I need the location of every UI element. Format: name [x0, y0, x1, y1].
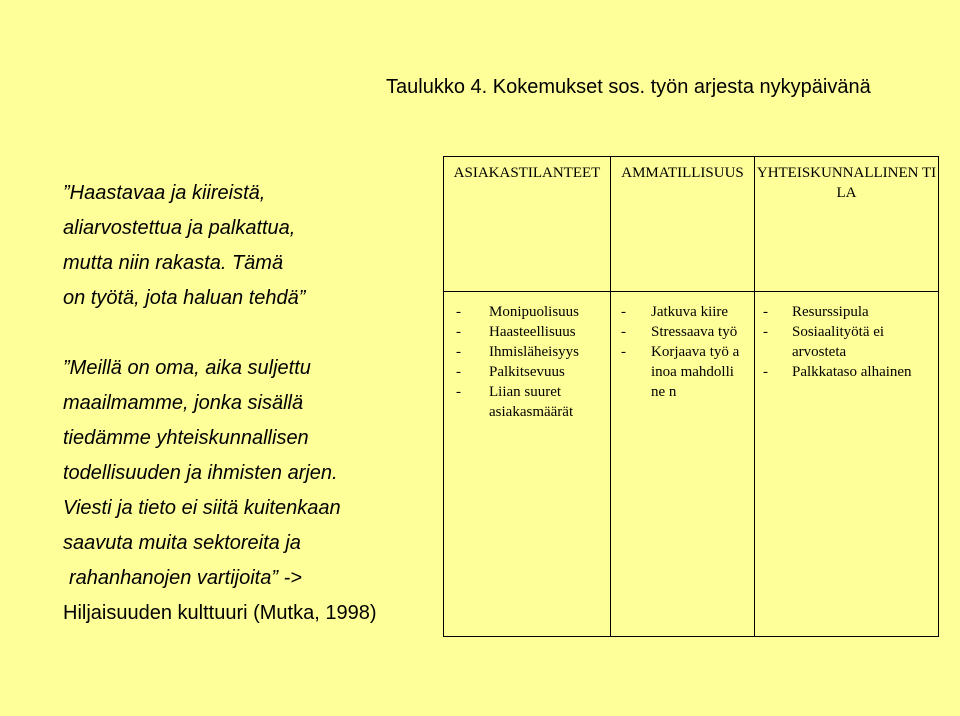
list-ammatillisuus	[611, 292, 754, 402]
quote2-line: Viesti ja tieto ei siitä kuitenkaan	[63, 497, 341, 519]
quote1-line: ”Haastavaa ja kiireistä,	[63, 182, 266, 204]
list-item	[611, 322, 754, 342]
list-item: - Resurssipula	[755, 302, 938, 322]
cell-ammatillisuus	[611, 292, 755, 637]
quote2-line: rahanhanojen vartijoita” ->	[69, 567, 302, 589]
list-item: - Ihmisläheisyys	[444, 342, 610, 362]
list-item-text: Stressaava työ	[651, 324, 738, 340]
source-citation: Hiljaisuuden kulttuuri (Mutka, 1998)	[63, 602, 377, 624]
header-asiakastilanteet: ASIAKASTILANTEET	[444, 157, 611, 292]
quote-text-block	[63, 176, 443, 631]
header-yhteiskunnallinen-tila: YHTEISKUNNALLINEN TILA	[755, 157, 939, 292]
list-item: - Sosiaalityötä ei arvosteta	[755, 322, 938, 362]
header-ammatillisuus: AMMATILLISUUS	[611, 157, 755, 292]
quote2-line: saavuta muita sektoreita ja	[63, 532, 301, 554]
spacer	[63, 316, 443, 351]
quote2-line: tiedämme yhteiskunnallisen	[63, 427, 309, 449]
list-item: - Palkitsevuus	[444, 362, 610, 382]
list-item: - Liian suuret asiakasmäärät	[444, 382, 610, 422]
list-yhteiskunnallinen-tila	[755, 292, 938, 382]
list-item	[611, 342, 754, 402]
quote1-line: aliarvostettua ja palkattua,	[63, 217, 296, 239]
experiences-table	[443, 156, 939, 637]
quote2-line: ”Meillä on oma, aika suljettu	[63, 357, 311, 379]
list-asiakastilanteet	[444, 292, 610, 422]
table-header-row	[444, 157, 939, 292]
cell-yhteiskunnallinen-tila	[755, 292, 939, 637]
table-row	[444, 292, 939, 637]
quote2-line: todellisuuden ja ihmisten arjen.	[63, 462, 338, 484]
list-item: - Haasteellisuus	[444, 322, 610, 342]
list-item-text: Korjaava työ ainoa mahdolline n	[651, 344, 740, 400]
list-item: - Palkkataso alhainen	[755, 362, 938, 382]
list-item	[611, 302, 754, 322]
list-item: - Monipuolisuus	[444, 302, 610, 322]
list-item-text: Jatkuva kiire	[651, 304, 729, 320]
quote1-line: on työtä, jota haluan tehdä”	[63, 287, 306, 309]
quote2-line: maailmamme, jonka sisällä	[63, 392, 304, 414]
cell-asiakastilanteet	[444, 292, 611, 637]
table-title: Taulukko 4. Kokemukset sos. työn arjesta nykypäivänä	[386, 76, 871, 98]
quote1-line: mutta niin rakasta. Tämä	[63, 252, 284, 274]
